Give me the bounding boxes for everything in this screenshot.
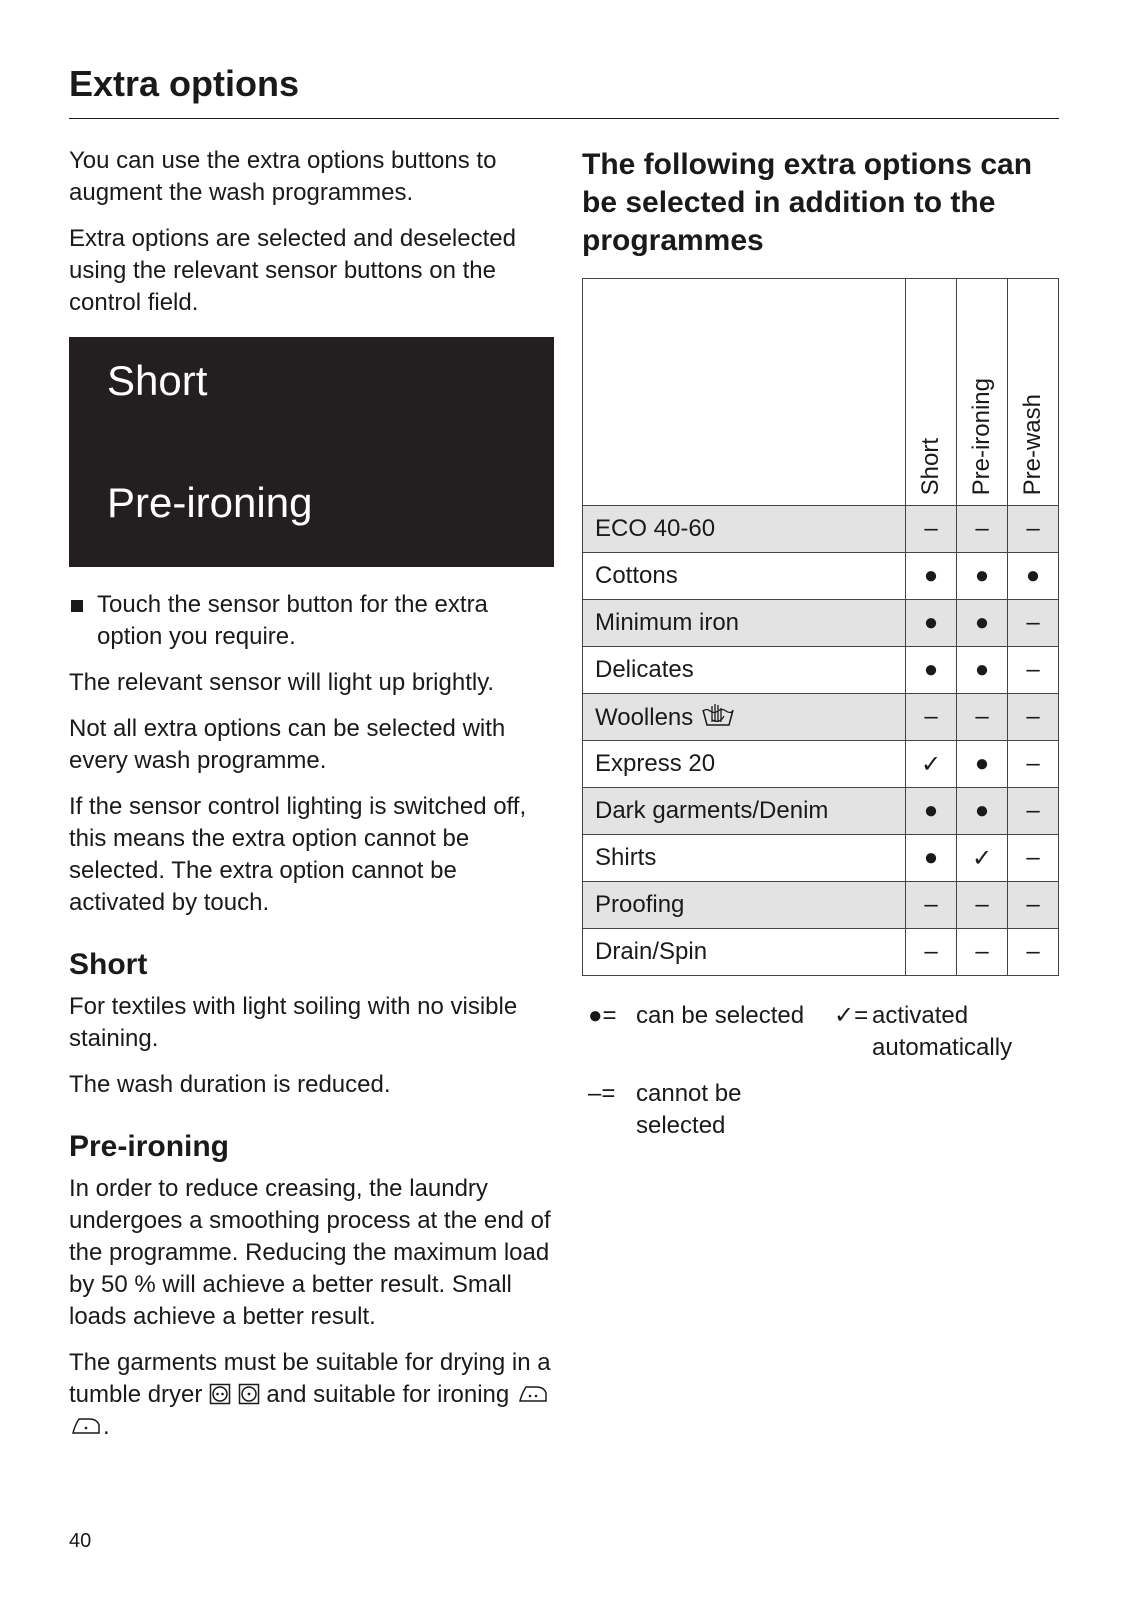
legend-item-automatic <box>834 1000 1054 1064</box>
programme-name: Cottons <box>583 553 906 600</box>
note-paragraph: If the sensor control lighting is switched off, this means the extra option cannot be selected. The extra option cannot be activated by touch. <box>69 793 527 916</box>
option-mark: – <box>1008 647 1059 694</box>
programme-name: ECO 40-60 <box>583 506 906 553</box>
instruction-step <box>69 589 554 653</box>
extra-options-table <box>582 278 1059 976</box>
iron-medium-icon <box>516 1383 550 1405</box>
option-mark: – <box>1008 600 1059 647</box>
option-mark: ● <box>957 553 1008 600</box>
option-mark: – <box>1008 506 1059 553</box>
intro-paragraph: You can use the extra options buttons to augment the wash programmes. <box>69 147 497 206</box>
display-option-pre-ironing[interactable]: Pre-ironing <box>107 479 313 526</box>
table-row <box>583 694 1059 741</box>
option-mark: – <box>957 882 1008 929</box>
table-row <box>583 553 1059 600</box>
option-mark: ✓ <box>906 741 957 788</box>
programme-name: Shirts <box>583 835 906 882</box>
programme-name: Drain/Spin <box>583 929 906 976</box>
page-title: Extra options <box>69 63 300 104</box>
short-heading: Short <box>69 948 148 981</box>
option-mark: – <box>906 506 957 553</box>
option-mark: ● <box>1008 553 1059 600</box>
option-mark: ● <box>906 647 957 694</box>
programme-name-woollens: Woollens <box>583 694 906 741</box>
column-header-pre-wash: Pre-wash <box>1008 279 1059 506</box>
option-mark: ● <box>957 788 1008 835</box>
note-paragraph: Not all extra options can be selected with every wash programme. <box>69 715 506 774</box>
option-mark: – <box>1008 694 1059 741</box>
legend-key: ✓= <box>834 1002 869 1029</box>
programme-name: Express 20 <box>583 741 906 788</box>
option-mark: – <box>906 694 957 741</box>
left-column <box>69 145 554 1457</box>
table-row <box>583 929 1059 976</box>
programme-name: Minimum iron <box>583 600 906 647</box>
right-column <box>582 146 1062 1150</box>
column-header-short: Short <box>906 279 957 506</box>
short-paragraph: The wash duration is reduced. <box>69 1071 391 1098</box>
page-number: 40 <box>69 1530 92 1552</box>
programme-name: Proofing <box>583 882 906 929</box>
short-paragraph: For textiles with light soiling with no visible staining. <box>69 993 518 1052</box>
iron-low-icon <box>69 1415 103 1437</box>
square-bullet-icon <box>71 600 83 612</box>
option-mark: – <box>1008 835 1059 882</box>
title-divider <box>69 118 1059 119</box>
option-mark: ● <box>957 741 1008 788</box>
intro-paragraph: Extra options are selected and deselected using the relevant sensor buttons on the control field. <box>69 225 516 316</box>
programme-name: Dark garments/Denim <box>583 788 906 835</box>
table-row <box>583 647 1059 694</box>
option-mark: ● <box>906 600 957 647</box>
column-header-pre-ironing: Pre-ironing <box>957 279 1008 506</box>
table-row <box>583 600 1059 647</box>
header-empty-cell <box>583 279 906 506</box>
option-mark: – <box>1008 788 1059 835</box>
option-mark: – <box>1008 882 1059 929</box>
legend-text: activated automatically <box>872 1002 1013 1061</box>
display-panel <box>69 337 554 567</box>
table-header-row <box>583 279 1059 506</box>
option-mark: ● <box>906 835 957 882</box>
option-mark: ● <box>957 647 1008 694</box>
table-row <box>583 741 1059 788</box>
option-mark: – <box>957 694 1008 741</box>
legend-key: ●= <box>588 1002 617 1029</box>
programme-name: Delicates <box>583 647 906 694</box>
table-row <box>583 882 1059 929</box>
option-mark: – <box>957 506 1008 553</box>
option-mark: ✓ <box>957 835 1008 882</box>
legend-key: –= <box>588 1080 616 1107</box>
tumble-dry-low-icon <box>238 1383 260 1405</box>
pre-ironing-suitability: The garments must be suitable for drying in a tumble dryer and suitable for ironing . <box>69 1349 551 1440</box>
display-option-short[interactable]: Short <box>107 357 208 404</box>
table-row <box>583 788 1059 835</box>
legend-item-not-selectable <box>588 1078 818 1142</box>
hand-wash-icon <box>700 702 736 728</box>
tumble-dry-icon <box>209 1383 231 1405</box>
option-mark: ● <box>906 788 957 835</box>
option-mark: – <box>906 882 957 929</box>
option-mark: ● <box>906 553 957 600</box>
option-mark: – <box>906 929 957 976</box>
option-mark: – <box>1008 741 1059 788</box>
legend-item-selectable <box>588 1000 818 1032</box>
table-heading: The following extra options can be selected in addition to the programmes <box>582 148 1033 257</box>
instruction-text: Touch the sensor button for the extra option you require. <box>97 591 488 650</box>
option-mark: – <box>1008 929 1059 976</box>
option-mark: – <box>957 929 1008 976</box>
table-row <box>583 835 1059 882</box>
legend-text: can be selected <box>636 1002 805 1029</box>
legend-text: cannot be selected <box>636 1080 742 1139</box>
table-legend <box>582 1000 1062 1150</box>
table-row <box>583 506 1059 553</box>
pre-ironing-heading: Pre-ironing <box>69 1130 230 1163</box>
option-mark: ● <box>957 600 1008 647</box>
note-paragraph: The relevant sensor will light up brightly. <box>69 669 495 696</box>
pre-ironing-paragraph: In order to reduce creasing, the laundry undergoes a smoothing process at the end of the programme. Reducing the maximum load by 50 % will achieve a better result. Small loads achieve a better result. <box>69 1175 551 1330</box>
